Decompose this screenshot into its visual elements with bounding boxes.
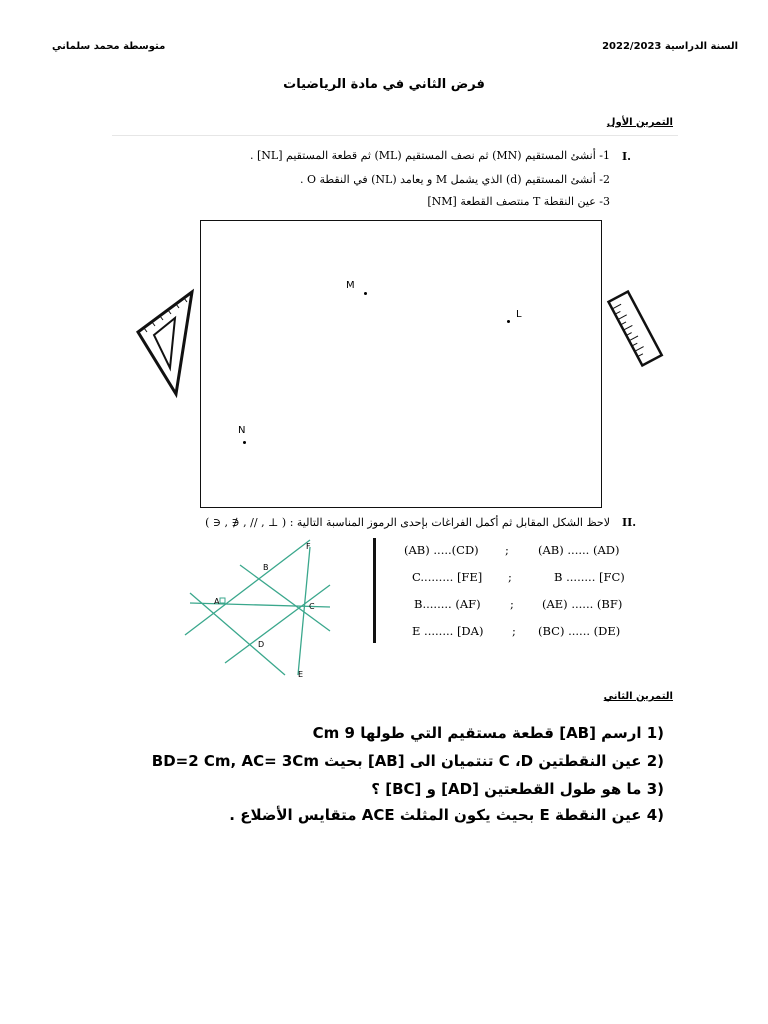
exercise-2-label: التمرين الثاني	[603, 691, 673, 702]
exercise-2-item-3: (3 ما هو طول القطعتين [AD] و [BC] ؟	[371, 780, 664, 798]
geometry-figure	[180, 535, 350, 685]
part-2-instruction: لاحظ الشكل المقابل ثم أكمل الفراغات بإحدى الرموز المناسبة التالية : ( ⊥ , // , ∉ , ∈ )	[205, 516, 610, 529]
part-2-number: II.	[622, 516, 637, 529]
page-title: فرض الثاني في مادة الرياضيات	[283, 77, 485, 92]
figure-label-d: D	[258, 640, 265, 649]
exercise-2-body	[92, 714, 678, 834]
vertical-separator	[373, 538, 376, 643]
school-year: السنة الدراسية 2022/2023	[602, 41, 738, 52]
instruction-2: 2- أنشئ المستقيم (d) الذي يشمل M و يعامد (NL) في النقطة O .	[299, 173, 610, 186]
instruction-3: 3- عين النقطة T منتصف القطعة [NM]	[427, 195, 610, 208]
exercise-2-item-4: (4 عين النقطة E بحيث يكون المثلث ACE متقايس الأضلاع .	[229, 806, 664, 824]
exercise-1-label: التمرين الأول	[606, 117, 673, 128]
figure-label-c: C	[309, 602, 315, 611]
divider	[112, 135, 678, 136]
point-l	[507, 320, 510, 323]
part-1-number: I.	[622, 150, 631, 163]
point-m	[364, 292, 367, 295]
ruler-icon	[604, 288, 668, 368]
figure-label-e: E	[298, 670, 304, 679]
set-square-icon	[132, 288, 198, 400]
drawing-frame	[200, 220, 602, 508]
point-n-label: N	[238, 425, 246, 436]
figure-label-f: F	[306, 542, 311, 551]
exercise-2-item-1: (1 ارسم [AB] قطعة مستقيم التي طولها 9 Cm	[312, 724, 664, 742]
point-n	[243, 441, 246, 444]
exercise-2-item-2: (2 عين النقطتين C ،D تنتميان الى [AB] بحيث BD=2 Cm, AC= 3Cm	[151, 752, 664, 770]
figure-label-a: A	[214, 597, 220, 606]
point-m-label: M	[346, 280, 355, 291]
figure-label-b: B	[263, 563, 269, 572]
instruction-1: 1- أنشئ المستقيم (MN) ثم نصف المستقيم (ML) ثم قطعة المستقيم [NL] .	[250, 149, 610, 162]
school-name: متوسطة محمد سلماني	[52, 41, 166, 52]
relations-list: (AB) .....(CD) ; (AB) ...... (AD) C......... [FE] ; B ........ [FC) B........ (AF) ; (AE) ...... (BF) E ........ [DA) ; (BC) ...... (DE)	[404, 543, 625, 638]
point-l-label: L	[516, 309, 522, 320]
